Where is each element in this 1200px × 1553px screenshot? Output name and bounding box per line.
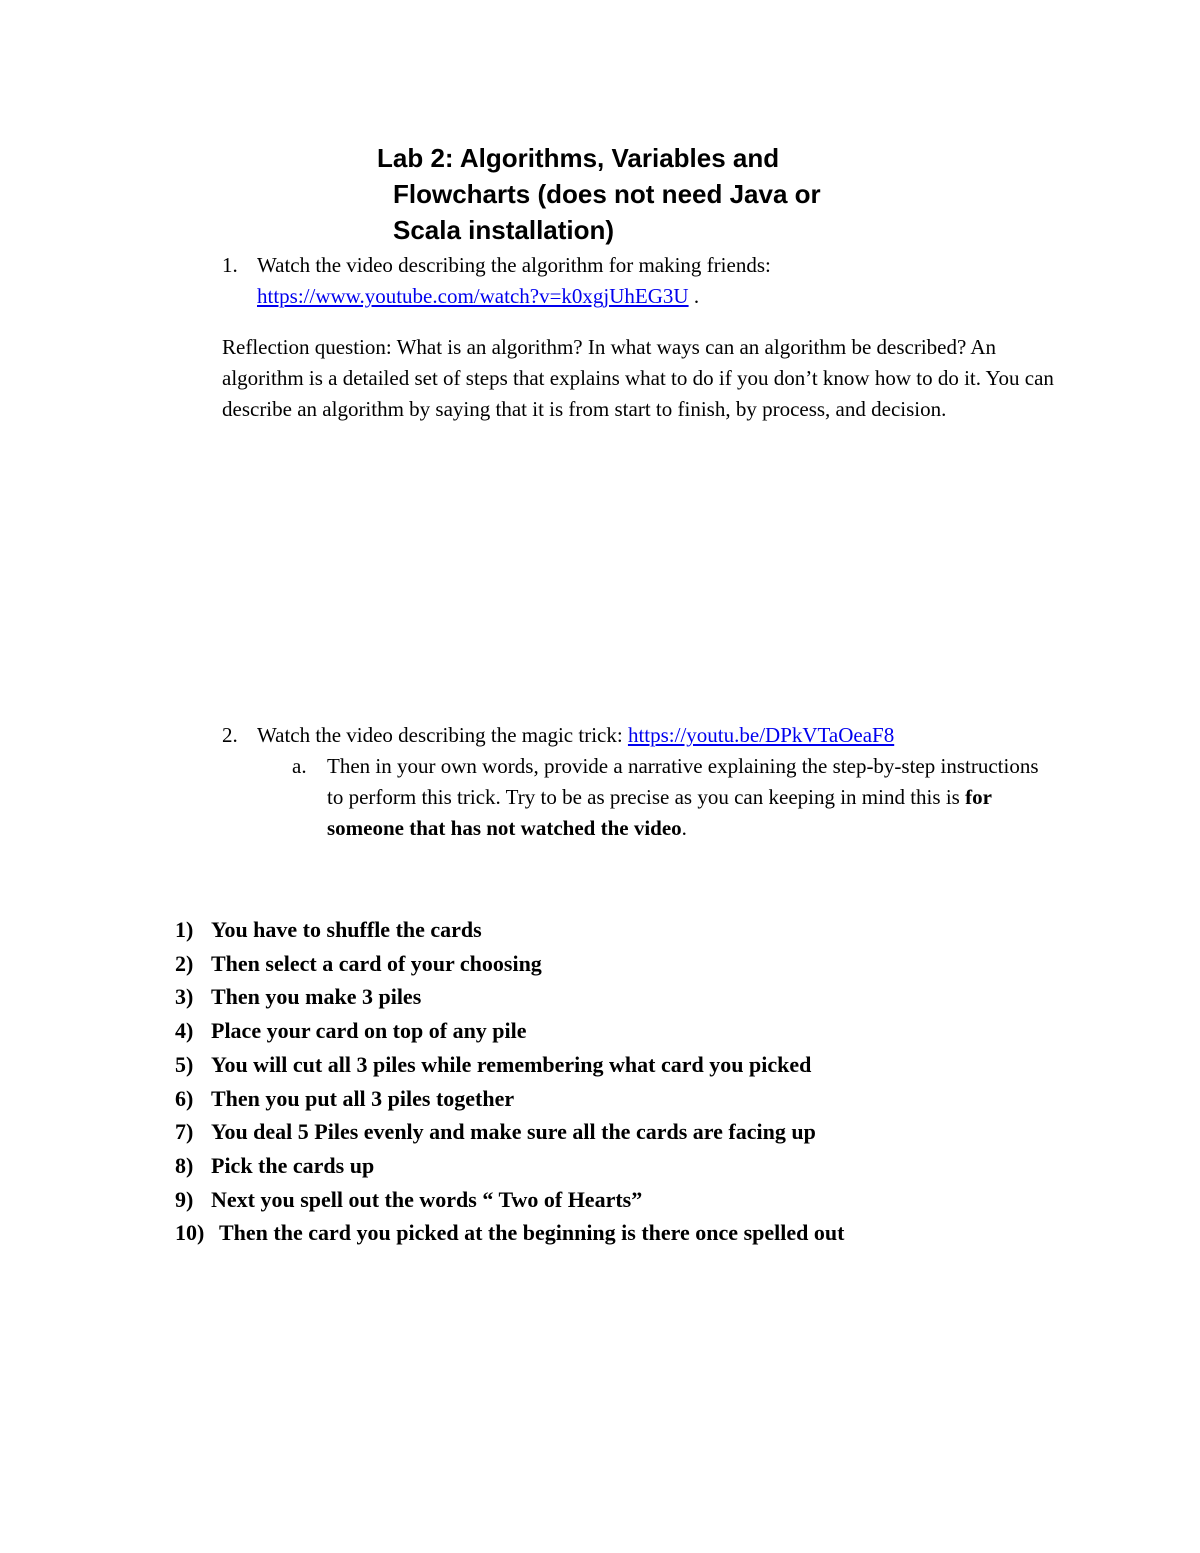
step-number: 10) bbox=[175, 1220, 205, 1246]
step-text: Next you spell out the words “ Two of Hearts” bbox=[211, 1186, 643, 1212]
step-text: Then you make 3 piles bbox=[211, 984, 422, 1010]
question-2a-text: Then in your own words, provide a narrative explaining the step-by-step instructions to perform this trick. Try to be as precise as you can keeping in mind this is bbox=[327, 754, 1039, 809]
question-1 bbox=[222, 250, 1082, 312]
step-number: 9) bbox=[175, 1186, 194, 1212]
step-number: 4) bbox=[175, 1018, 194, 1044]
question-1-text: Watch the video describing the algorithm for making friends: bbox=[257, 253, 771, 277]
question-2-row bbox=[222, 720, 1082, 751]
list-item bbox=[175, 980, 1075, 1014]
step-number: 8) bbox=[175, 1152, 194, 1178]
question-2-number: 2. bbox=[222, 723, 238, 747]
step-text: You deal 5 Piles evenly and make sure all the cards are facing up bbox=[211, 1119, 816, 1145]
video-link-magic-trick[interactable]: https://youtu.be/DPkVTaOeaF8 bbox=[627, 723, 895, 747]
step-text: You have to shuffle the cards bbox=[211, 917, 482, 942]
step-number: 7) bbox=[175, 1119, 194, 1145]
question-1-row bbox=[222, 250, 1082, 312]
step-number: 6) bbox=[175, 1085, 194, 1111]
list-item bbox=[175, 947, 1075, 981]
step-number: 2) bbox=[175, 950, 194, 976]
question-2a-letter: a. bbox=[292, 754, 307, 778]
list-item bbox=[175, 1014, 1075, 1048]
question-2a-bold-text: for someone that has not watched the video bbox=[327, 785, 992, 840]
video-link-making-friends[interactable]: https://www.youtube.com/watch?v=k0xgjUhEG3U bbox=[257, 284, 689, 308]
step-text: You will cut all 3 piles while remembering what card you picked bbox=[211, 1051, 812, 1077]
step-number: 1) bbox=[175, 917, 194, 942]
title-line-1: Lab 2: Algorithms, Variables and bbox=[377, 143, 780, 173]
list-item bbox=[175, 913, 1075, 947]
question-2 bbox=[222, 720, 1082, 844]
step-text: Then select a card of your choosing bbox=[211, 950, 542, 976]
list-item bbox=[175, 1048, 1075, 1082]
step-text: Then you put all 3 piles together bbox=[211, 1085, 515, 1111]
list-item bbox=[175, 1216, 1075, 1250]
magic-trick-steps bbox=[175, 913, 1075, 1250]
question-1-number: 1. bbox=[222, 253, 238, 277]
step-text: Then the card you picked at the beginning is there once spelled out bbox=[219, 1220, 845, 1246]
page-title bbox=[377, 140, 897, 248]
step-text: Pick the cards up bbox=[211, 1152, 375, 1178]
list-item bbox=[175, 1149, 1075, 1183]
step-number: 5) bbox=[175, 1051, 194, 1077]
list-item bbox=[175, 1115, 1075, 1149]
question-2a-row bbox=[222, 751, 1047, 844]
step-text: Place your card on top of any pile bbox=[211, 1018, 527, 1044]
reflection-answer: Reflection question: What is an algorithm? In what ways can an algorithm be described? An algorithm is a detailed set of steps that explains what to do if you don’t know how to do it. You can describe an algorithm by saying that it is from start to finish, by process, and decision. bbox=[222, 335, 1054, 421]
title-line-2: Flowcharts (does not need Java or bbox=[393, 179, 821, 209]
step-number: 3) bbox=[175, 984, 194, 1010]
question-2a-end: . bbox=[681, 816, 687, 840]
question-1-link-suffix: . bbox=[688, 284, 700, 308]
list-item bbox=[175, 1183, 1075, 1217]
question-2-text: Watch the video describing the magic trick: bbox=[257, 723, 628, 747]
list-item bbox=[175, 1082, 1075, 1116]
title-line-3: Scala installation) bbox=[393, 215, 615, 245]
